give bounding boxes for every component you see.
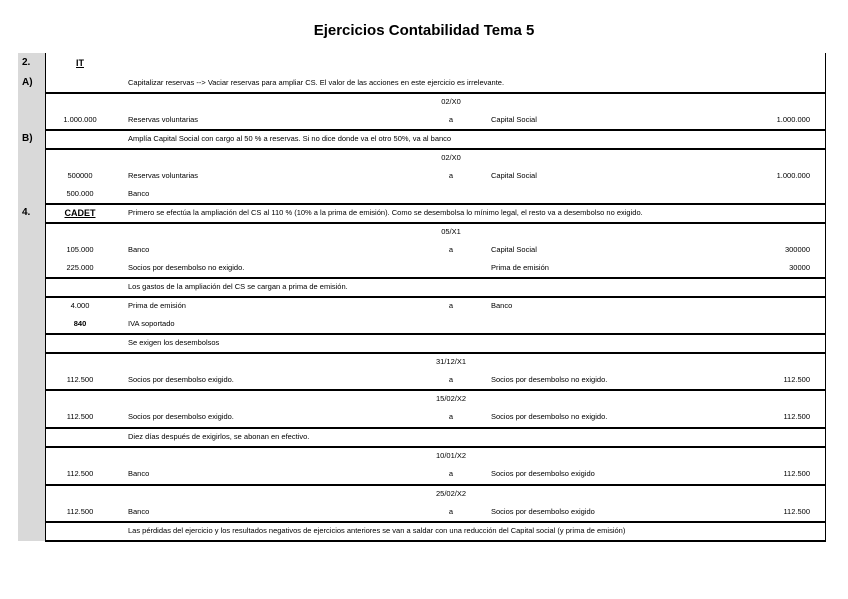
credit-account: Capital Social — [491, 245, 537, 254]
note-text: Capitalizar reservas --> Vaciar reservas para ampliar CS. El valor de las acciones en este ejercicio es irrelevante. — [128, 78, 505, 87]
debit-account: Banco — [128, 245, 150, 254]
note-text: Primero se efectúa la ampliación del CS al 110 % (10% a la prima de emisión). Como se desembolsa lo mínimo legal, el resto va a desembolso no exigido. — [128, 208, 643, 217]
credit-account: Banco — [491, 301, 513, 310]
debit-account: Reservas voluntarias — [128, 115, 199, 124]
debit-account: Reservas voluntarias — [128, 171, 199, 180]
debit-amount: 4.000 — [70, 301, 90, 310]
table-row — [0, 259, 848, 277]
table-row — [0, 447, 848, 465]
table-row — [0, 371, 848, 389]
credit-account: Socios por desembolso no exigido. — [491, 412, 608, 421]
debit-account: Socios por desembolso exigido. — [128, 375, 234, 384]
note-text: Los gastos de la ampliación del CS se cargan a prima de emisión. — [128, 282, 348, 291]
credit-account: Capital Social — [491, 171, 537, 180]
exercise-code: CADET — [64, 208, 96, 218]
credit-account: Prima de emisión — [491, 263, 549, 272]
table-row — [0, 334, 848, 352]
note-text: Se exigen los desembolsos — [128, 338, 220, 347]
section-letter: B) — [22, 133, 33, 144]
credit-amount: 300000 — [784, 245, 810, 254]
entry-date: 15/02/X2 — [435, 394, 467, 403]
separator-a: a — [448, 469, 454, 478]
credit-amount: 30000 — [789, 263, 810, 272]
table-row — [0, 390, 848, 408]
separator-a: a — [448, 301, 454, 310]
debit-account: IVA soportado — [128, 319, 175, 328]
debit-amount: 112.500 — [66, 507, 94, 516]
debit-amount: 500.000 — [66, 189, 94, 198]
debit-amount: 500000 — [67, 171, 93, 180]
credit-account: Socios por desembolso no exigido. — [491, 375, 608, 384]
table-row — [0, 74, 848, 92]
debit-account: Prima de emisión — [128, 301, 186, 310]
table-row — [0, 130, 848, 148]
entry-date: 25/02/X2 — [435, 489, 467, 498]
debit-account: Socios por desembolso no exigido. — [128, 263, 245, 272]
table-row — [0, 149, 848, 167]
table-row — [0, 485, 848, 503]
credit-account: Capital Social — [491, 115, 537, 124]
note-text: Las pérdidas del ejercicio y los resultados negativos de ejercicios anteriores se van a saldar con una reducción del Capital social (y prima de emisión) — [128, 526, 626, 535]
table-row — [0, 54, 848, 72]
credit-amount: 112.500 — [783, 469, 810, 478]
table-row — [0, 503, 848, 521]
entry-date: 02/X0 — [441, 153, 461, 162]
table-row — [0, 428, 848, 446]
table-row — [0, 408, 848, 426]
debit-amount: 112.500 — [66, 412, 94, 421]
debit-amount: 840 — [73, 319, 87, 328]
table-row — [0, 278, 848, 296]
credit-account: Socios por desembolso exigido — [491, 507, 595, 516]
separator-a: a — [448, 507, 454, 516]
separator-a: a — [448, 171, 454, 180]
table-row — [0, 204, 848, 222]
table-row — [0, 223, 848, 241]
debit-amount: 1.000.000 — [63, 115, 97, 124]
section-letter: A) — [22, 77, 33, 88]
debit-account: Socios por desembolso exigido. — [128, 412, 234, 421]
table-row — [0, 522, 848, 540]
entry-date: 10/01/X2 — [435, 451, 467, 460]
separator-a: a — [448, 375, 454, 384]
credit-amount: 112.500 — [783, 412, 810, 421]
credit-amount: 1.000.000 — [776, 171, 810, 180]
table-row — [0, 111, 848, 129]
section-number: 2. — [22, 57, 31, 68]
entry-date: 31/12/X1 — [435, 357, 467, 366]
exercise-code: IT — [76, 58, 84, 68]
credit-account: Socios por desembolso exigido — [491, 469, 595, 478]
table-row — [0, 465, 848, 483]
separator-a: a — [448, 115, 454, 124]
table-row — [0, 297, 848, 315]
debit-amount: 225.000 — [66, 263, 94, 272]
separator-a: a — [448, 412, 454, 421]
entry-date: 05/X1 — [441, 227, 461, 236]
section-number: 4. — [22, 207, 31, 218]
separator-a: a — [448, 245, 454, 254]
entry-date: 02/X0 — [441, 97, 461, 106]
credit-amount: 112.500 — [783, 507, 810, 516]
debit-amount: 112.500 — [66, 375, 94, 384]
debit-amount: 105.000 — [66, 245, 94, 254]
page-title: Ejercicios Contabilidad Tema 5 — [313, 22, 535, 39]
table-row — [0, 167, 848, 185]
note-text: Amplía Capital Social con cargo al 50 % a reservas. Si no dice donde va el otro 50%, va al banco — [128, 134, 452, 143]
debit-amount: 112.500 — [66, 469, 94, 478]
debit-account: Banco — [128, 189, 150, 198]
table-row — [0, 185, 848, 203]
table-row — [0, 241, 848, 259]
debit-account: Banco — [128, 507, 150, 516]
note-text: Diez días después de exigirlos, se abonan en efectivo. — [128, 432, 310, 441]
debit-account: Banco — [128, 469, 150, 478]
credit-amount: 112.500 — [783, 375, 810, 384]
table-row — [0, 315, 848, 333]
table-row — [0, 353, 848, 371]
table-row — [0, 93, 848, 111]
divider — [45, 540, 826, 542]
credit-amount: 1.000.000 — [776, 115, 810, 124]
